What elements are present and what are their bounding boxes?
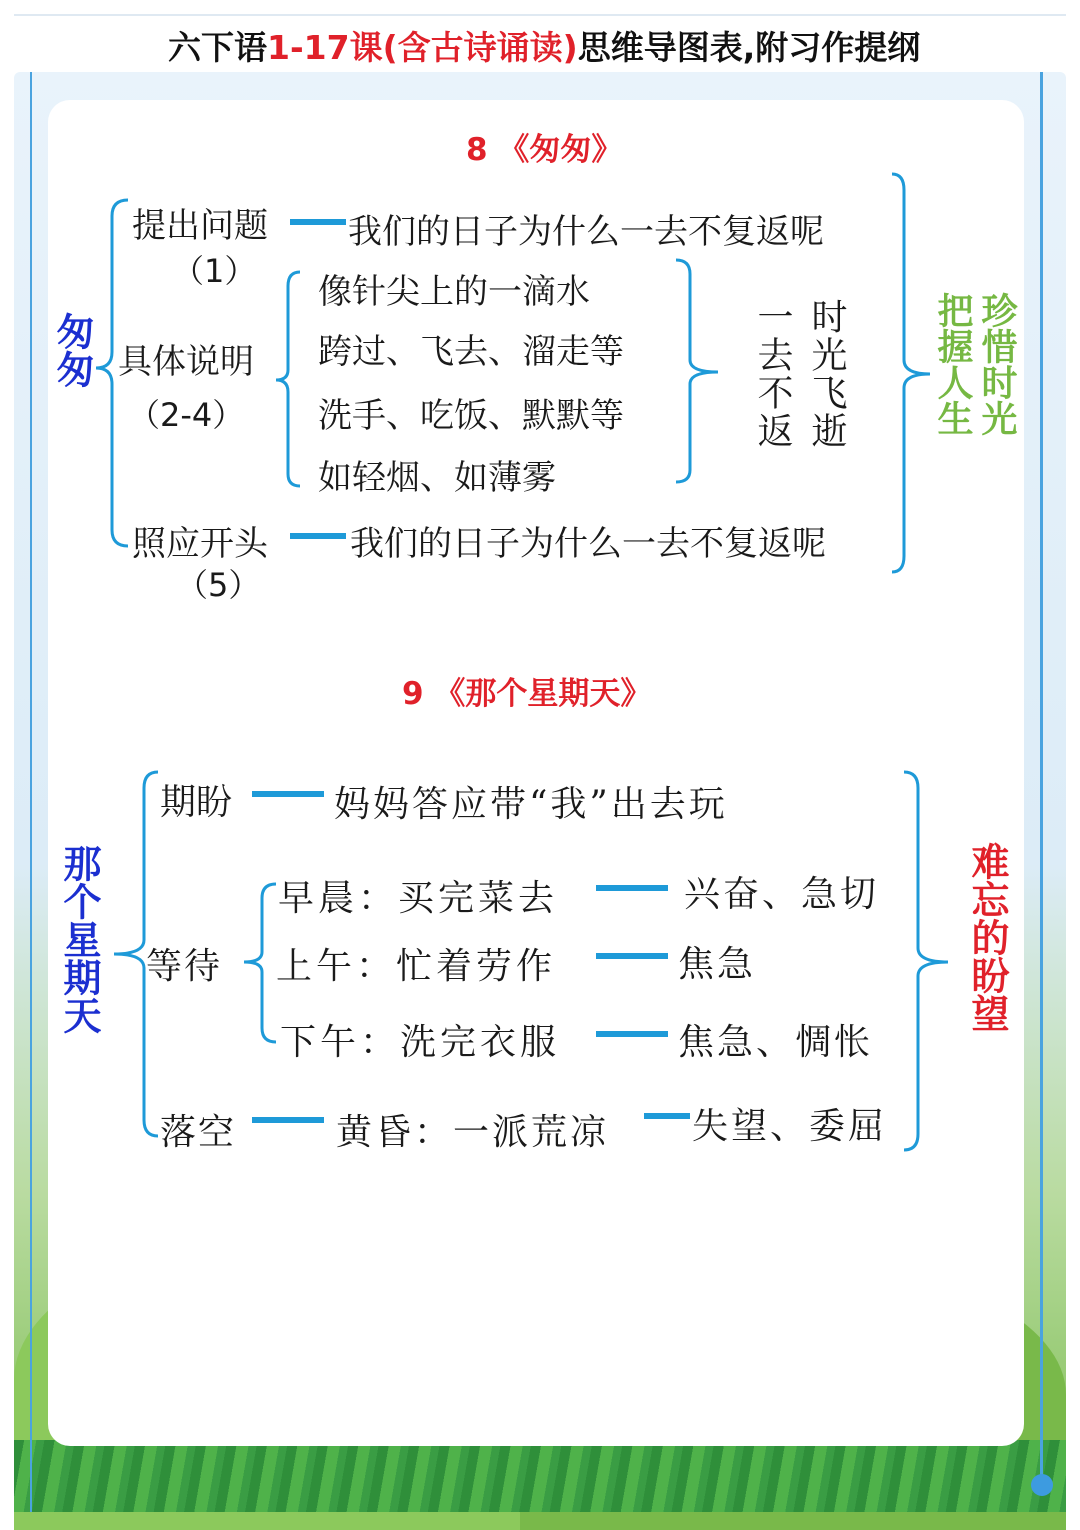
lesson9-theme: 难忘的盼望 xyxy=(965,842,1010,1032)
lesson8-item: 像针尖上的一滴水 xyxy=(318,272,590,312)
lesson9-center: 那个星期天 xyxy=(57,844,102,1034)
lesson9-b1-text: 妈妈答应带“我”出去玩 xyxy=(334,784,728,825)
lesson8-b3-text: 我们的日子为什么一去不复返呢 xyxy=(350,524,826,564)
lesson8-theme-col1: 把握人生 xyxy=(932,292,973,436)
lesson9-wait-time: 早晨：买完菜去 xyxy=(278,878,559,919)
lesson9-b3-time: 黄昏：一派荒凉 xyxy=(336,1112,610,1153)
left-rail xyxy=(30,72,32,1512)
lesson8-item: 如轻烟、如薄雾 xyxy=(318,458,556,498)
lesson9-b3-feel: 失望、委屈 xyxy=(692,1106,888,1147)
header-topic: 思维导图表,附习作提纲 xyxy=(577,28,921,67)
lesson9-b1-label: 期盼 xyxy=(160,782,233,823)
lesson9-wait-feel: 兴奋、急切 xyxy=(684,874,880,915)
lesson8-b2-para: （2-4） xyxy=(128,396,245,434)
top-rule xyxy=(14,14,1066,16)
header-grade: 六下语 xyxy=(168,28,267,67)
header-range: 1-17课(含古诗诵读) xyxy=(267,28,578,67)
right-rail xyxy=(1040,72,1043,1492)
lesson8-b3-label: 照应开头 xyxy=(132,524,268,564)
lesson8-theme-col2: 珍惜时光 xyxy=(976,292,1017,436)
lesson8-center: 匆匆 xyxy=(50,312,94,388)
lesson8-col-once-gone: 一去不返 xyxy=(752,298,793,450)
lesson9-wait-time: 上午：忙着劳作 xyxy=(276,946,557,987)
lesson8-b3-para: （5） xyxy=(176,566,261,604)
lesson9-wait-time: 下午：洗完衣服 xyxy=(280,1022,561,1063)
lesson8-item: 跨过、飞去、溜走等 xyxy=(318,332,624,372)
lesson8-title: 8 《匆匆》 xyxy=(466,132,623,168)
lesson9-b2-label: 等待 xyxy=(146,946,223,987)
lesson8-b1-label: 提出问题 xyxy=(132,206,268,246)
lesson8-col-time-flies: 时光飞逝 xyxy=(806,298,847,450)
lesson9-wait-feel: 焦急 xyxy=(678,944,757,985)
rail-dot xyxy=(1031,1474,1053,1496)
grass-decoration xyxy=(14,1440,1066,1512)
lesson9-title: 9 《那个星期天》 xyxy=(402,676,652,712)
lesson8-item: 洗手、吃饭、默默等 xyxy=(318,396,624,436)
lesson9-b3-label: 落空 xyxy=(160,1112,237,1153)
lesson8-b2-label: 具体说明 xyxy=(118,342,254,382)
page-header xyxy=(168,22,920,70)
lesson8-b1-para: （1） xyxy=(172,252,257,290)
lesson8-b1-text: 我们的日子为什么一去不复返呢 xyxy=(348,212,824,252)
lesson9-wait-feel: 焦急、惆怅 xyxy=(678,1022,874,1063)
